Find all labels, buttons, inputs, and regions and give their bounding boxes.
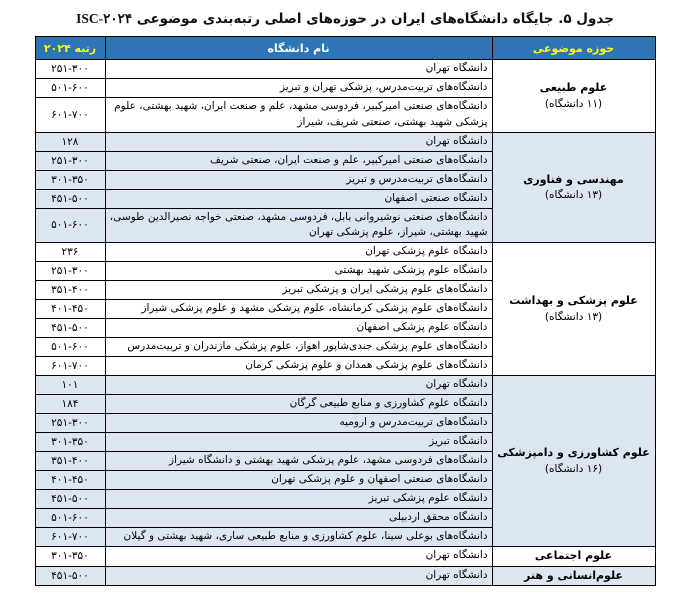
subject-name: مهندسی و فناوری: [523, 172, 624, 186]
subject-count: (۱۱ دانشگاه): [544, 97, 603, 110]
university-cell: دانشگاه تهران: [105, 60, 492, 79]
page-title: [0, 0, 690, 27]
rank-cell: ۶۰۱-۷۰۰: [35, 528, 105, 547]
rank-cell: ۴۰۱-۴۵۰: [35, 471, 105, 490]
rank-cell: ۴۵۱-۵۰۰: [35, 189, 105, 208]
university-cell: دانشگاه‌های بوعلی سینا، علوم کشاورزی و منابع طبیعی ساری، شهید بهشتی و گیلان: [105, 528, 492, 547]
table-row: [35, 547, 655, 567]
table-row: [35, 60, 655, 79]
university-cell: دانشگاه علوم پزشکی اصفهان: [105, 319, 492, 338]
header-row: [35, 37, 655, 60]
university-cell: دانشگاه تهران: [105, 132, 492, 151]
rank-cell: ۴۵۱-۵۰۰: [35, 319, 105, 338]
university-cell: دانشگاه محقق اردبیلی: [105, 509, 492, 528]
header-rank: رتبه ۲۰۲۴: [35, 37, 105, 60]
table-row: [35, 132, 655, 151]
university-cell: دانشگاه علوم پزشکی تبریز: [105, 490, 492, 509]
rank-cell: ۲۵۱-۳۰۰: [35, 60, 105, 79]
header-university: نام دانشگاه: [105, 37, 492, 60]
rank-cell: ۴۵۱-۵۰۰: [35, 566, 105, 586]
university-cell: دانشگاه تهران: [105, 566, 492, 586]
rank-cell: ۱۰۱: [35, 376, 105, 395]
rank-cell: ۶۰۱-۷۰۰: [35, 357, 105, 376]
rankings-table: [35, 36, 656, 586]
university-cell: دانشگاه تهران: [105, 376, 492, 395]
university-cell: دانشگاه علوم کشاورزی و منابع طبیعی گرگان: [105, 395, 492, 414]
subject-name: علوم کشاورزی و دامپزشکی: [497, 446, 650, 460]
rank-cell: ۲۵۱-۳۰۰: [35, 151, 105, 170]
subject-count: (۱۶ دانشگاه): [544, 462, 603, 475]
table-row: [35, 243, 655, 262]
university-cell: دانشگاه‌های علوم پزشکی ایران و پزشکی تبریز: [105, 281, 492, 300]
rank-cell: ۶۰۱-۷۰۰: [35, 98, 105, 133]
rank-cell: ۳۰۱-۳۵۰: [35, 547, 105, 567]
subject-name: علوم‌انسانی و هنر: [524, 568, 623, 582]
subject-cell: [492, 547, 655, 567]
rank-cell: ۱۸۴: [35, 395, 105, 414]
rank-cell: ۳۰۱-۳۵۰: [35, 433, 105, 452]
university-cell: دانشگاه‌های صنعتی نوشیروانی بابل، فردوسی مشهد، صنعتی خواجه نصیرالدین طوسی، شهید بهشتی، شیراز، علوم پزشکی تهران: [105, 208, 492, 243]
university-cell: دانشگاه‌های تربیت‌مدرس و تبریز: [105, 170, 492, 189]
subject-count: (۱۳ دانشگاه): [544, 310, 603, 323]
table-header: [35, 37, 655, 60]
subject-name: علوم طبیعی: [539, 81, 608, 95]
university-cell: دانشگاه‌های صنعتی اصفهان و علوم پزشکی تهران: [105, 471, 492, 490]
university-cell: دانشگاه‌های صنعتی امیرکبیر، علم و صنعت ایران، صنعتی شریف: [105, 151, 492, 170]
rank-cell: ۲۵۱-۳۰۰: [35, 262, 105, 281]
rank-cell: ۲۵۱-۳۰۰: [35, 414, 105, 433]
table-row: [35, 376, 655, 395]
university-cell: دانشگاه‌های صنعتی امیرکبیر، فردوسی مشهد، علم و صنعت ایران، شهید بهشتی، علوم پزشکی شهید بهشتی، صنعتی شریف، شیراز: [105, 98, 492, 133]
university-cell: دانشگاه‌های علوم پزشکی جندی‌شاپور اهواز، علوم پزشکی مازندران و تربیت‌مدرس: [105, 338, 492, 357]
subject-count: (۱۳ دانشگاه): [544, 189, 603, 202]
university-cell: دانشگاه علوم پزشکی شهید بهشتی: [105, 262, 492, 281]
rank-cell: ۵۰۱-۶۰۰: [35, 509, 105, 528]
university-cell: دانشگاه تبریز: [105, 433, 492, 452]
university-cell: دانشگاه‌های تربیت‌مدرس، پزشکی تهران و تبریز: [105, 79, 492, 98]
subject-cell: [492, 376, 655, 547]
rank-cell: ۳۰۱-۳۵۰: [35, 170, 105, 189]
table-body: [35, 60, 655, 586]
rank-cell: ۲۳۶: [35, 243, 105, 262]
subject-cell: [492, 566, 655, 586]
title-code: ISC-۲۰۲۴: [76, 11, 133, 26]
table-row: [35, 566, 655, 586]
university-cell: دانشگاه تهران: [105, 547, 492, 567]
university-cell: دانشگاه‌های تربیت‌مدرس و ارومیه: [105, 414, 492, 433]
university-cell: دانشگاه علوم پزشکی تهران: [105, 243, 492, 262]
subject-name: علوم پزشکی و بهداشت: [509, 294, 638, 308]
rank-cell: ۵۰۱-۶۰۰: [35, 208, 105, 243]
rank-cell: ۵۰۱-۶۰۰: [35, 79, 105, 98]
rank-cell: ۴۰۱-۴۵۰: [35, 300, 105, 319]
subject-cell: [492, 60, 655, 133]
university-cell: دانشگاه‌های علوم پزشکی همدان و علوم پزشکی کرمان: [105, 357, 492, 376]
subject-name: علوم اجتماعی: [534, 549, 613, 562]
university-cell: دانشگاه صنعتی اصفهان: [105, 189, 492, 208]
university-cell: دانشگاه‌های علوم پزشکی کرمانشاه، علوم پزشکی مشهد و علوم پزشکی شیراز: [105, 300, 492, 319]
rank-cell: ۵۰۱-۶۰۰: [35, 338, 105, 357]
title-text: جدول ۵. جایگاه دانشگاه‌های ایران در حوزه‌های اصلی رتبه‌بندی موضوعی: [136, 11, 614, 27]
rank-cell: ۱۲۸: [35, 132, 105, 151]
rank-cell: ۳۵۱-۴۰۰: [35, 452, 105, 471]
rank-cell: ۳۵۱-۴۰۰: [35, 281, 105, 300]
subject-cell: [492, 132, 655, 243]
university-cell: دانشگاه‌های فردوسی مشهد، علوم پزشکی شهید بهشتی و دانشگاه شیراز: [105, 452, 492, 471]
subject-cell: [492, 243, 655, 376]
rank-cell: ۴۵۱-۵۰۰: [35, 490, 105, 509]
header-subject: حوزه موضوعی: [492, 37, 655, 60]
